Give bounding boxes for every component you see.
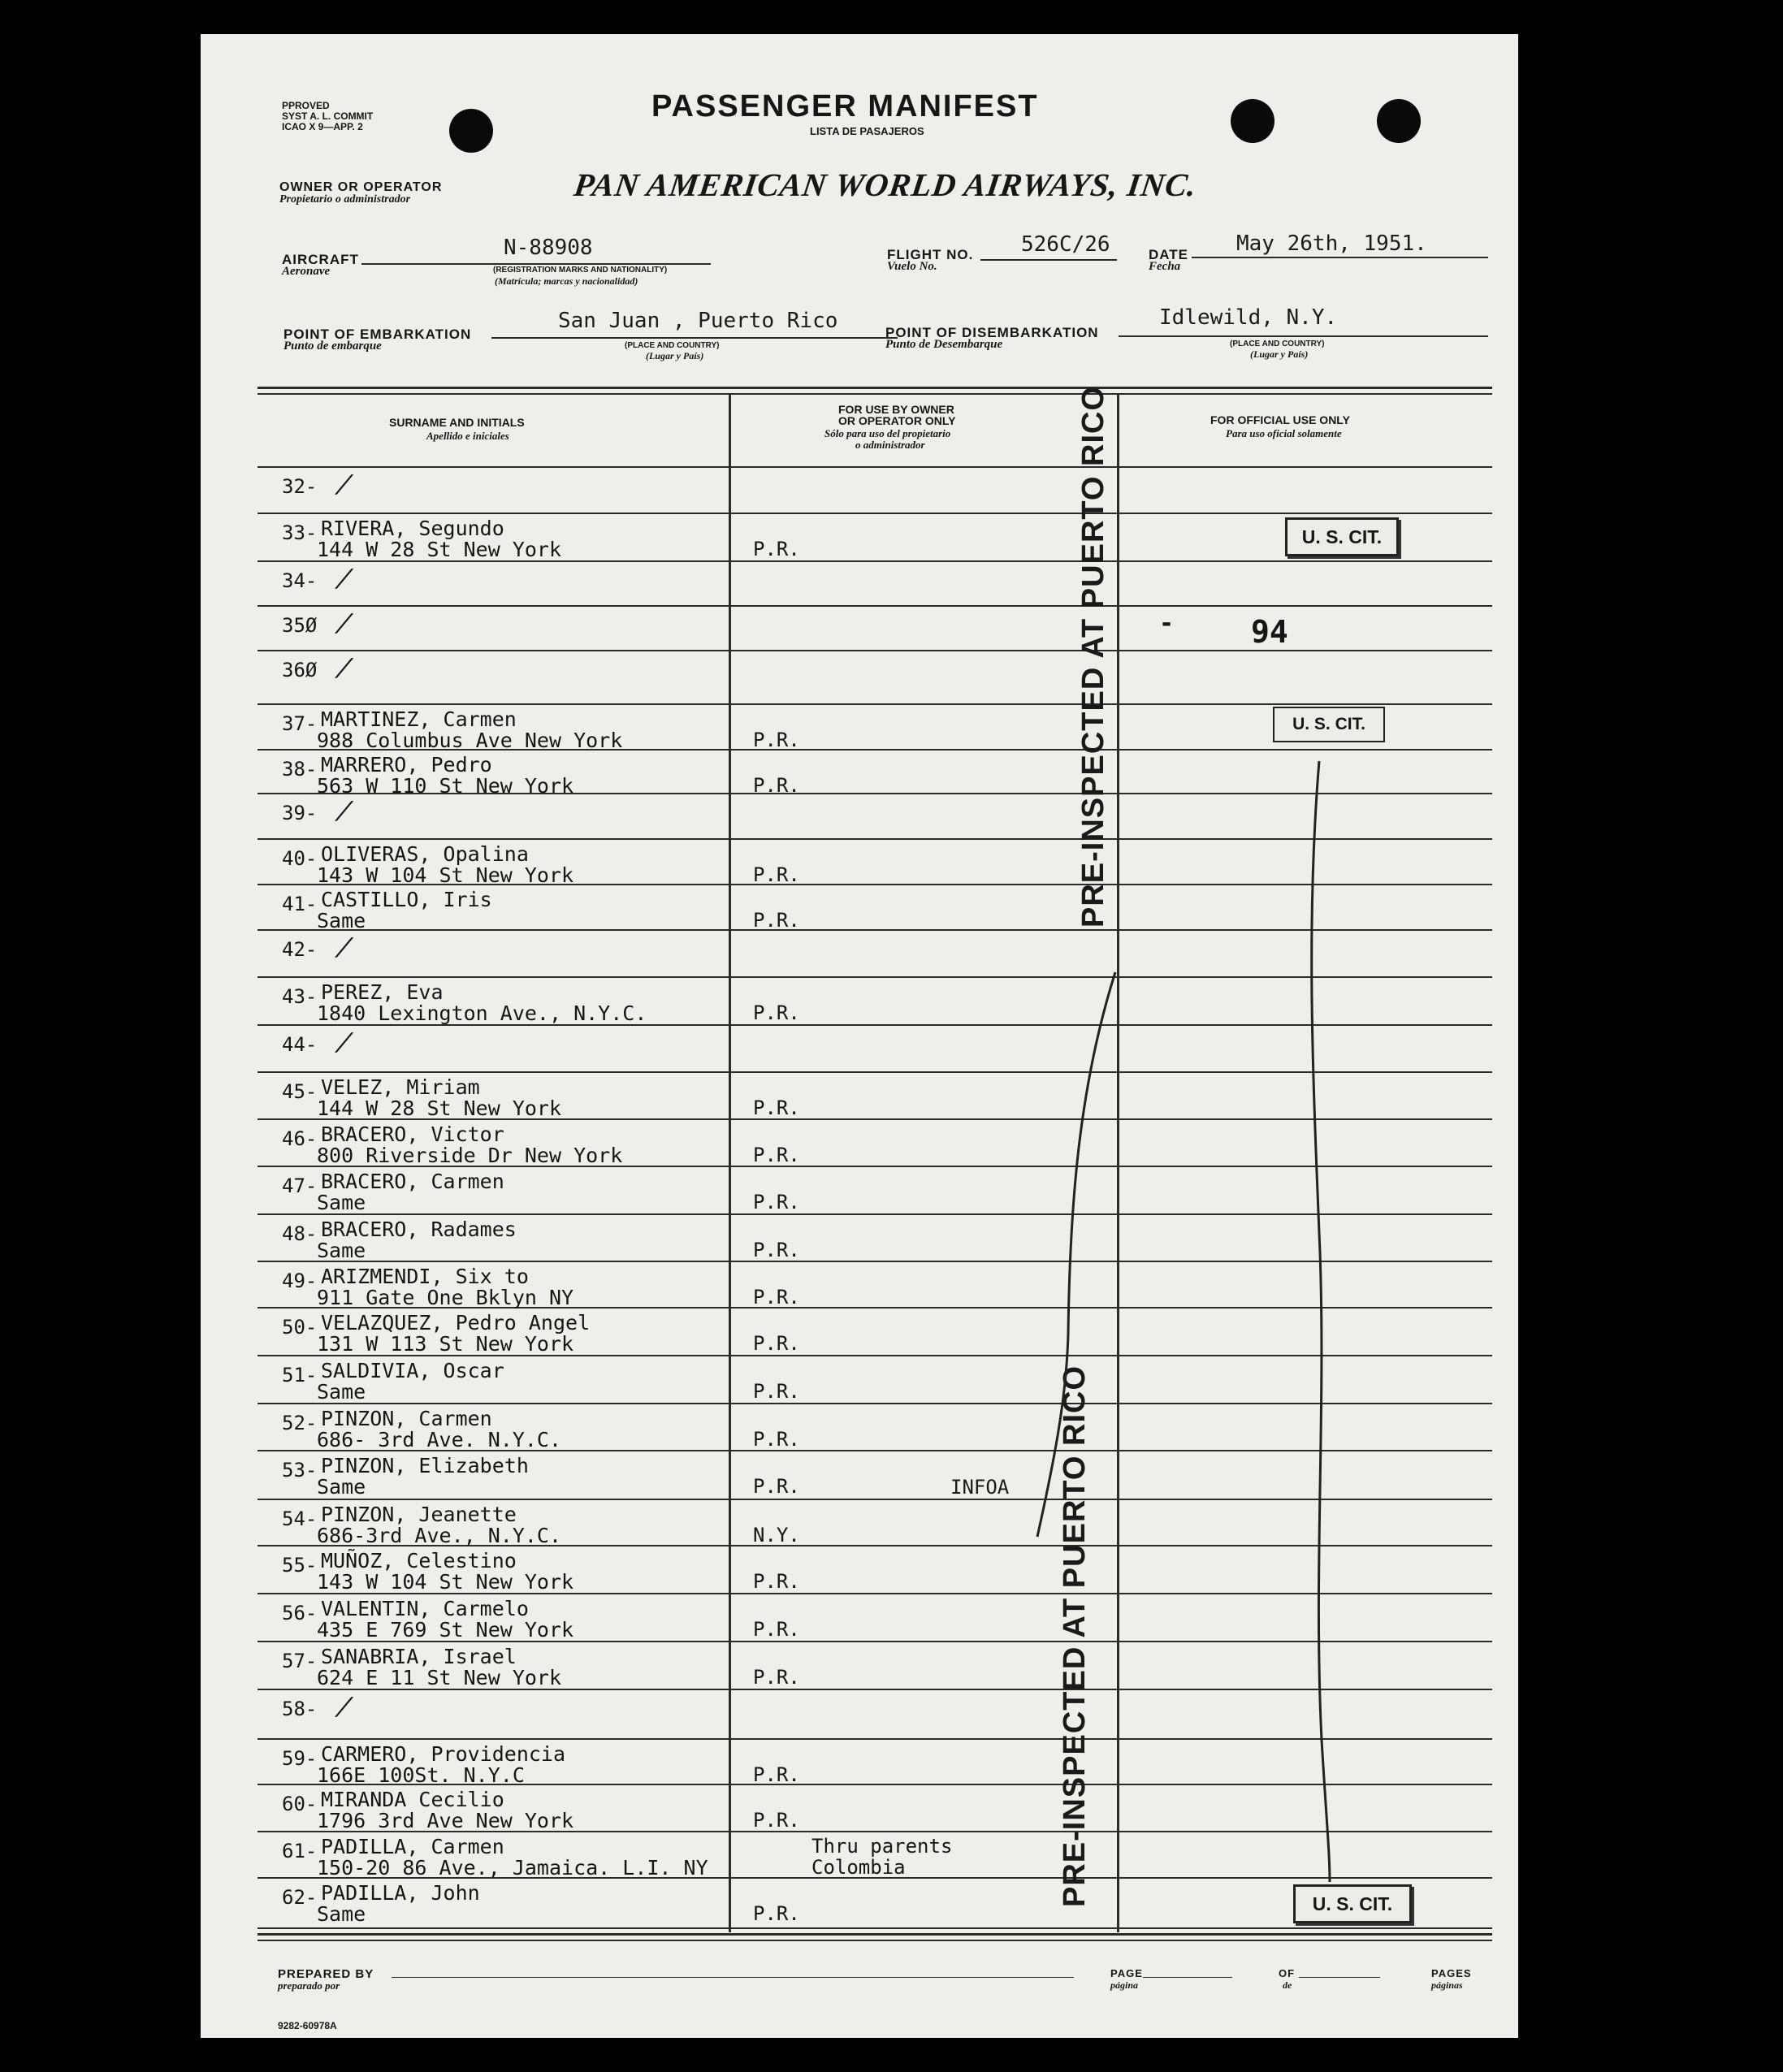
passenger-address: 150-20 86 Ave., Jamaica. L.I. NY: [317, 1856, 708, 1880]
airline-name: PAN AMERICAN WORLD AIRWAYS, INC.: [571, 167, 1200, 203]
owner-use-code: P.R.: [753, 863, 800, 886]
owner-label: OWNER OR OPERATOR: [279, 180, 443, 194]
passenger-address: Same: [317, 1191, 366, 1214]
preinspected-stamp-lower: PRE-INSPECTED AT PUERTO RICO: [1058, 1365, 1092, 1907]
row-number: 38-: [282, 758, 318, 781]
disembark-place-note: (PLACE AND COUNTRY): [1230, 340, 1325, 348]
passenger-address: Same: [317, 1475, 366, 1499]
aircraft-note: (REGISTRATION MARKS AND NATIONALITY): [493, 266, 668, 275]
embark-value: San Juan , Puerto Rico: [558, 309, 838, 333]
col-surname-header: SURNAME AND INITIALS: [389, 416, 525, 429]
col-owner-header-2: OR OPERATOR ONLY: [838, 414, 956, 427]
passenger-name: BRACERO, Radames: [321, 1218, 517, 1241]
passenger-address: 143 W 104 St New York: [317, 1570, 574, 1594]
row-number: 37-: [282, 712, 318, 735]
pages-label-es: páginas: [1431, 1979, 1463, 1991]
passenger-address: 911 Gate One Bklyn NY: [317, 1286, 574, 1309]
passenger-address: Same: [317, 909, 366, 932]
of-label-es: de: [1283, 1979, 1292, 1991]
passenger-name: PINZON, Carmen: [321, 1407, 492, 1430]
owner-use-code: P.R.: [753, 1428, 800, 1451]
owner-use-code: P.R.: [753, 538, 800, 560]
preinspected-stamp-upper: PRE-INSPECTED AT PUERTO RICO: [1076, 385, 1110, 928]
embark-place-note-es: (Lugar y País): [646, 350, 704, 361]
passenger-name: /: [331, 470, 357, 499]
manifest-sheet: [201, 34, 1518, 2038]
owner-use-code: P.R.: [753, 1763, 800, 1786]
passenger-address: 686- 3rd Ave. N.Y.C.: [317, 1428, 562, 1451]
owner-use-code: P.R.: [753, 1380, 800, 1403]
row-number: 41-: [282, 893, 318, 915]
row-number: 34-: [282, 569, 318, 592]
owner-use-code: Thru parents: [811, 1835, 953, 1858]
passenger-name: PADILLA, Carmen: [321, 1835, 504, 1858]
passenger-name: PINZON, Jeanette: [321, 1503, 517, 1526]
passenger-name: /: [331, 609, 357, 638]
owner-use-code-2: Colombia: [811, 1856, 906, 1879]
passenger-name: BRACERO, Carmen: [321, 1170, 504, 1193]
owner-use-code: P.R.: [753, 1332, 800, 1355]
row-number: 46-: [282, 1127, 318, 1150]
passenger-name: /: [331, 1028, 357, 1057]
hand-drawn-marks: [201, 34, 1518, 2038]
col-owner-header-es-2: o administrador: [855, 439, 925, 451]
date-label: DATE: [1149, 247, 1189, 262]
owner-use-code: P.R.: [753, 909, 800, 932]
col-owner-header-1: FOR USE BY OWNER: [838, 403, 954, 416]
passenger-name: VALENTIN, Carmelo: [321, 1597, 529, 1620]
row-number: 39-: [282, 802, 318, 824]
passenger-address: 800 Riverside Dr New York: [317, 1144, 623, 1167]
passenger-address: 166E 100St. N.Y.C: [317, 1763, 525, 1787]
row-number: 48-: [282, 1222, 318, 1245]
flight-value: 526C/26: [1021, 232, 1110, 257]
page-label-es: página: [1110, 1979, 1139, 1991]
col-official-header-es: Para uso oficial solamente: [1226, 427, 1342, 439]
of-underline: [1299, 1977, 1380, 1978]
passenger-name: /: [331, 565, 357, 593]
row-number: 61-: [282, 1840, 318, 1862]
passenger-name: MARRERO, Pedro: [321, 753, 492, 776]
owner-use-code: P.R.: [753, 1286, 800, 1309]
page-label: PAGE: [1110, 1967, 1143, 1979]
table-bottom-rule: [257, 1933, 1492, 1936]
row-number: 40-: [282, 847, 318, 870]
row-number: 47-: [282, 1174, 318, 1197]
owner-use-code: N.Y.: [753, 1524, 800, 1546]
passenger-name: PEREZ, Eva: [321, 980, 444, 1004]
passenger-name: MIRANDA Cecilio: [321, 1788, 504, 1811]
owner-use-code: P.R.: [753, 1618, 800, 1641]
owner-use-code: P.R.: [753, 1475, 800, 1498]
us-citizen-stamp: U. S. CIT.: [1273, 707, 1385, 742]
passenger-name: MARTINEZ, Carmen: [321, 707, 517, 731]
of-label: OF: [1279, 1967, 1296, 1979]
us-citizen-stamp: U. S. CIT.: [1285, 517, 1399, 556]
row-number: 32-: [282, 475, 318, 498]
prepared-underline: [392, 1977, 1074, 1978]
passenger-name: CARMERO, Providencia: [321, 1742, 566, 1766]
owner-label-es: Propietario o administrador: [279, 193, 411, 205]
row-number: 59-: [282, 1747, 318, 1770]
pages-label: PAGES: [1431, 1967, 1472, 1979]
passenger-name: ARIZMENDI, Six to: [321, 1265, 529, 1288]
row-number: 45-: [282, 1080, 318, 1103]
us-citizen-stamp: U. S. CIT.: [1293, 1884, 1412, 1923]
row-number: 60-: [282, 1793, 318, 1815]
owner-use-code: P.R.: [753, 1570, 800, 1593]
passenger-name: VELAZQUEZ, Pedro Angel: [321, 1311, 591, 1334]
passenger-address: 435 E 769 St New York: [317, 1618, 574, 1642]
passenger-address: 624 E 11 St New York: [317, 1666, 562, 1689]
date-value: May 26th, 1951.: [1236, 231, 1427, 256]
passenger-address: 131 W 113 St New York: [317, 1332, 574, 1356]
row-number: 36Ø: [282, 659, 318, 681]
date-label-es: Fecha: [1149, 260, 1181, 273]
aircraft-label-es: Aeronave: [282, 265, 331, 278]
owner-use-code: P.R.: [753, 1191, 800, 1213]
row-number: 55-: [282, 1554, 318, 1577]
passenger-name: /: [331, 654, 357, 682]
official-number-note: 94: [1251, 614, 1288, 650]
passenger-address: 144 W 28 St New York: [317, 538, 562, 561]
prepared-label: PREPARED BY: [278, 1967, 374, 1981]
passenger-address: Same: [317, 1902, 366, 1926]
row-number: 35Ø: [282, 614, 318, 637]
row-number: 49-: [282, 1270, 318, 1292]
row-number: 58-: [282, 1698, 318, 1720]
embark-label: POINT OF EMBARKATION: [283, 327, 472, 342]
approval-note: PPROVED SYST A. L. COMMIT ICAO X 9—APP. 2: [282, 100, 374, 132]
col-surname-header-es: Apellido e iniciales: [426, 430, 509, 442]
disembark-label-es: Punto de Desembarque: [885, 338, 1003, 351]
passenger-name: PADILLA, John: [321, 1881, 480, 1905]
passenger-address: Same: [317, 1239, 366, 1262]
col-owner-header-es-1: Sólo para uso del propietario: [824, 427, 951, 439]
flight-label-es: Vuelo No.: [887, 260, 937, 273]
row-number: 62-: [282, 1886, 318, 1909]
col-official-header: FOR OFFICIAL USE ONLY: [1210, 413, 1350, 426]
owner-use-code: P.R.: [753, 1902, 800, 1925]
row-number: 57-: [282, 1650, 318, 1672]
row-number: 54-: [282, 1507, 318, 1530]
passenger-address: 563 W 110 St New York: [317, 774, 574, 798]
passenger-name: /: [331, 797, 357, 825]
passenger-name: SANABRIA, Israel: [321, 1645, 517, 1668]
owner-use-code: P.R.: [753, 774, 800, 797]
row-number: 51-: [282, 1364, 318, 1386]
passenger-name: /: [331, 933, 357, 962]
passenger-address: 143 W 104 St New York: [317, 863, 574, 887]
row-number: 33-: [282, 521, 318, 544]
passenger-name: BRACERO, Victor: [321, 1123, 504, 1146]
row-number: 44-: [282, 1033, 318, 1056]
disembark-value: Idlewild, N.Y.: [1159, 305, 1338, 330]
owner-use-code: P.R.: [753, 1809, 800, 1832]
passenger-address: 988 Columbus Ave New York: [317, 729, 623, 752]
row-number: 42-: [282, 938, 318, 961]
passenger-address: 1796 3rd Ave New York: [317, 1809, 574, 1832]
passenger-name: OLIVERAS, Opalina: [321, 842, 529, 866]
row-number: 56-: [282, 1602, 318, 1624]
aircraft-value: N-88908: [504, 236, 593, 260]
row-number: 52-: [282, 1412, 318, 1434]
row-number: 53-: [282, 1459, 318, 1482]
passenger-address: 686-3rd Ave., N.Y.C.: [317, 1524, 562, 1547]
embark-label-es: Punto de embarque: [283, 340, 382, 353]
official-dash-mark: -: [1159, 609, 1175, 638]
aircraft-note-es: (Matrícula; marcas y nacionalidad): [495, 275, 638, 287]
page-title-es: LISTA DE PASAJEROS: [810, 125, 924, 137]
passenger-address: Same: [317, 1380, 366, 1404]
passenger-name: VELEZ, Miriam: [321, 1075, 480, 1099]
embark-place-note: (PLACE AND COUNTRY): [625, 341, 720, 350]
disembark-label: POINT OF DISEMBARKATION: [885, 325, 1099, 340]
owner-use-code: P.R.: [753, 1666, 800, 1689]
infoa-note: INFOA: [950, 1476, 1010, 1499]
passenger-name: /: [331, 1693, 357, 1721]
row-number: 50-: [282, 1316, 318, 1339]
passenger-name: MUÑOZ, Celestino: [321, 1549, 517, 1572]
row-number: 43-: [282, 985, 318, 1008]
flight-label: FLIGHT NO.: [887, 247, 974, 262]
owner-use-code: P.R.: [753, 1144, 800, 1166]
page-title: PASSENGER MANIFEST: [651, 89, 1039, 123]
passenger-name: PINZON, Elizabeth: [321, 1454, 529, 1477]
passenger-name: CASTILLO, Iris: [321, 888, 492, 911]
table-bottom-rule-2: [257, 1940, 1492, 1941]
passenger-address: 1840 Lexington Ave., N.Y.C.: [317, 1001, 647, 1025]
owner-use-code: P.R.: [753, 1097, 800, 1119]
disembark-place-note-es: (Lugar y País): [1250, 348, 1309, 360]
passenger-address: 144 W 28 St New York: [317, 1097, 562, 1120]
aircraft-label: AIRCRAFT: [282, 252, 359, 267]
owner-use-code: P.R.: [753, 729, 800, 751]
form-number: 9282-60978A: [278, 2020, 337, 2031]
passenger-name: RIVERA, Segundo: [321, 517, 504, 540]
page-underline: [1143, 1977, 1232, 1978]
owner-use-code: P.R.: [753, 1239, 800, 1261]
prepared-label-es: preparado por: [278, 1979, 340, 1992]
owner-use-code: P.R.: [753, 1001, 800, 1024]
passenger-name: SALDIVIA, Oscar: [321, 1359, 504, 1382]
